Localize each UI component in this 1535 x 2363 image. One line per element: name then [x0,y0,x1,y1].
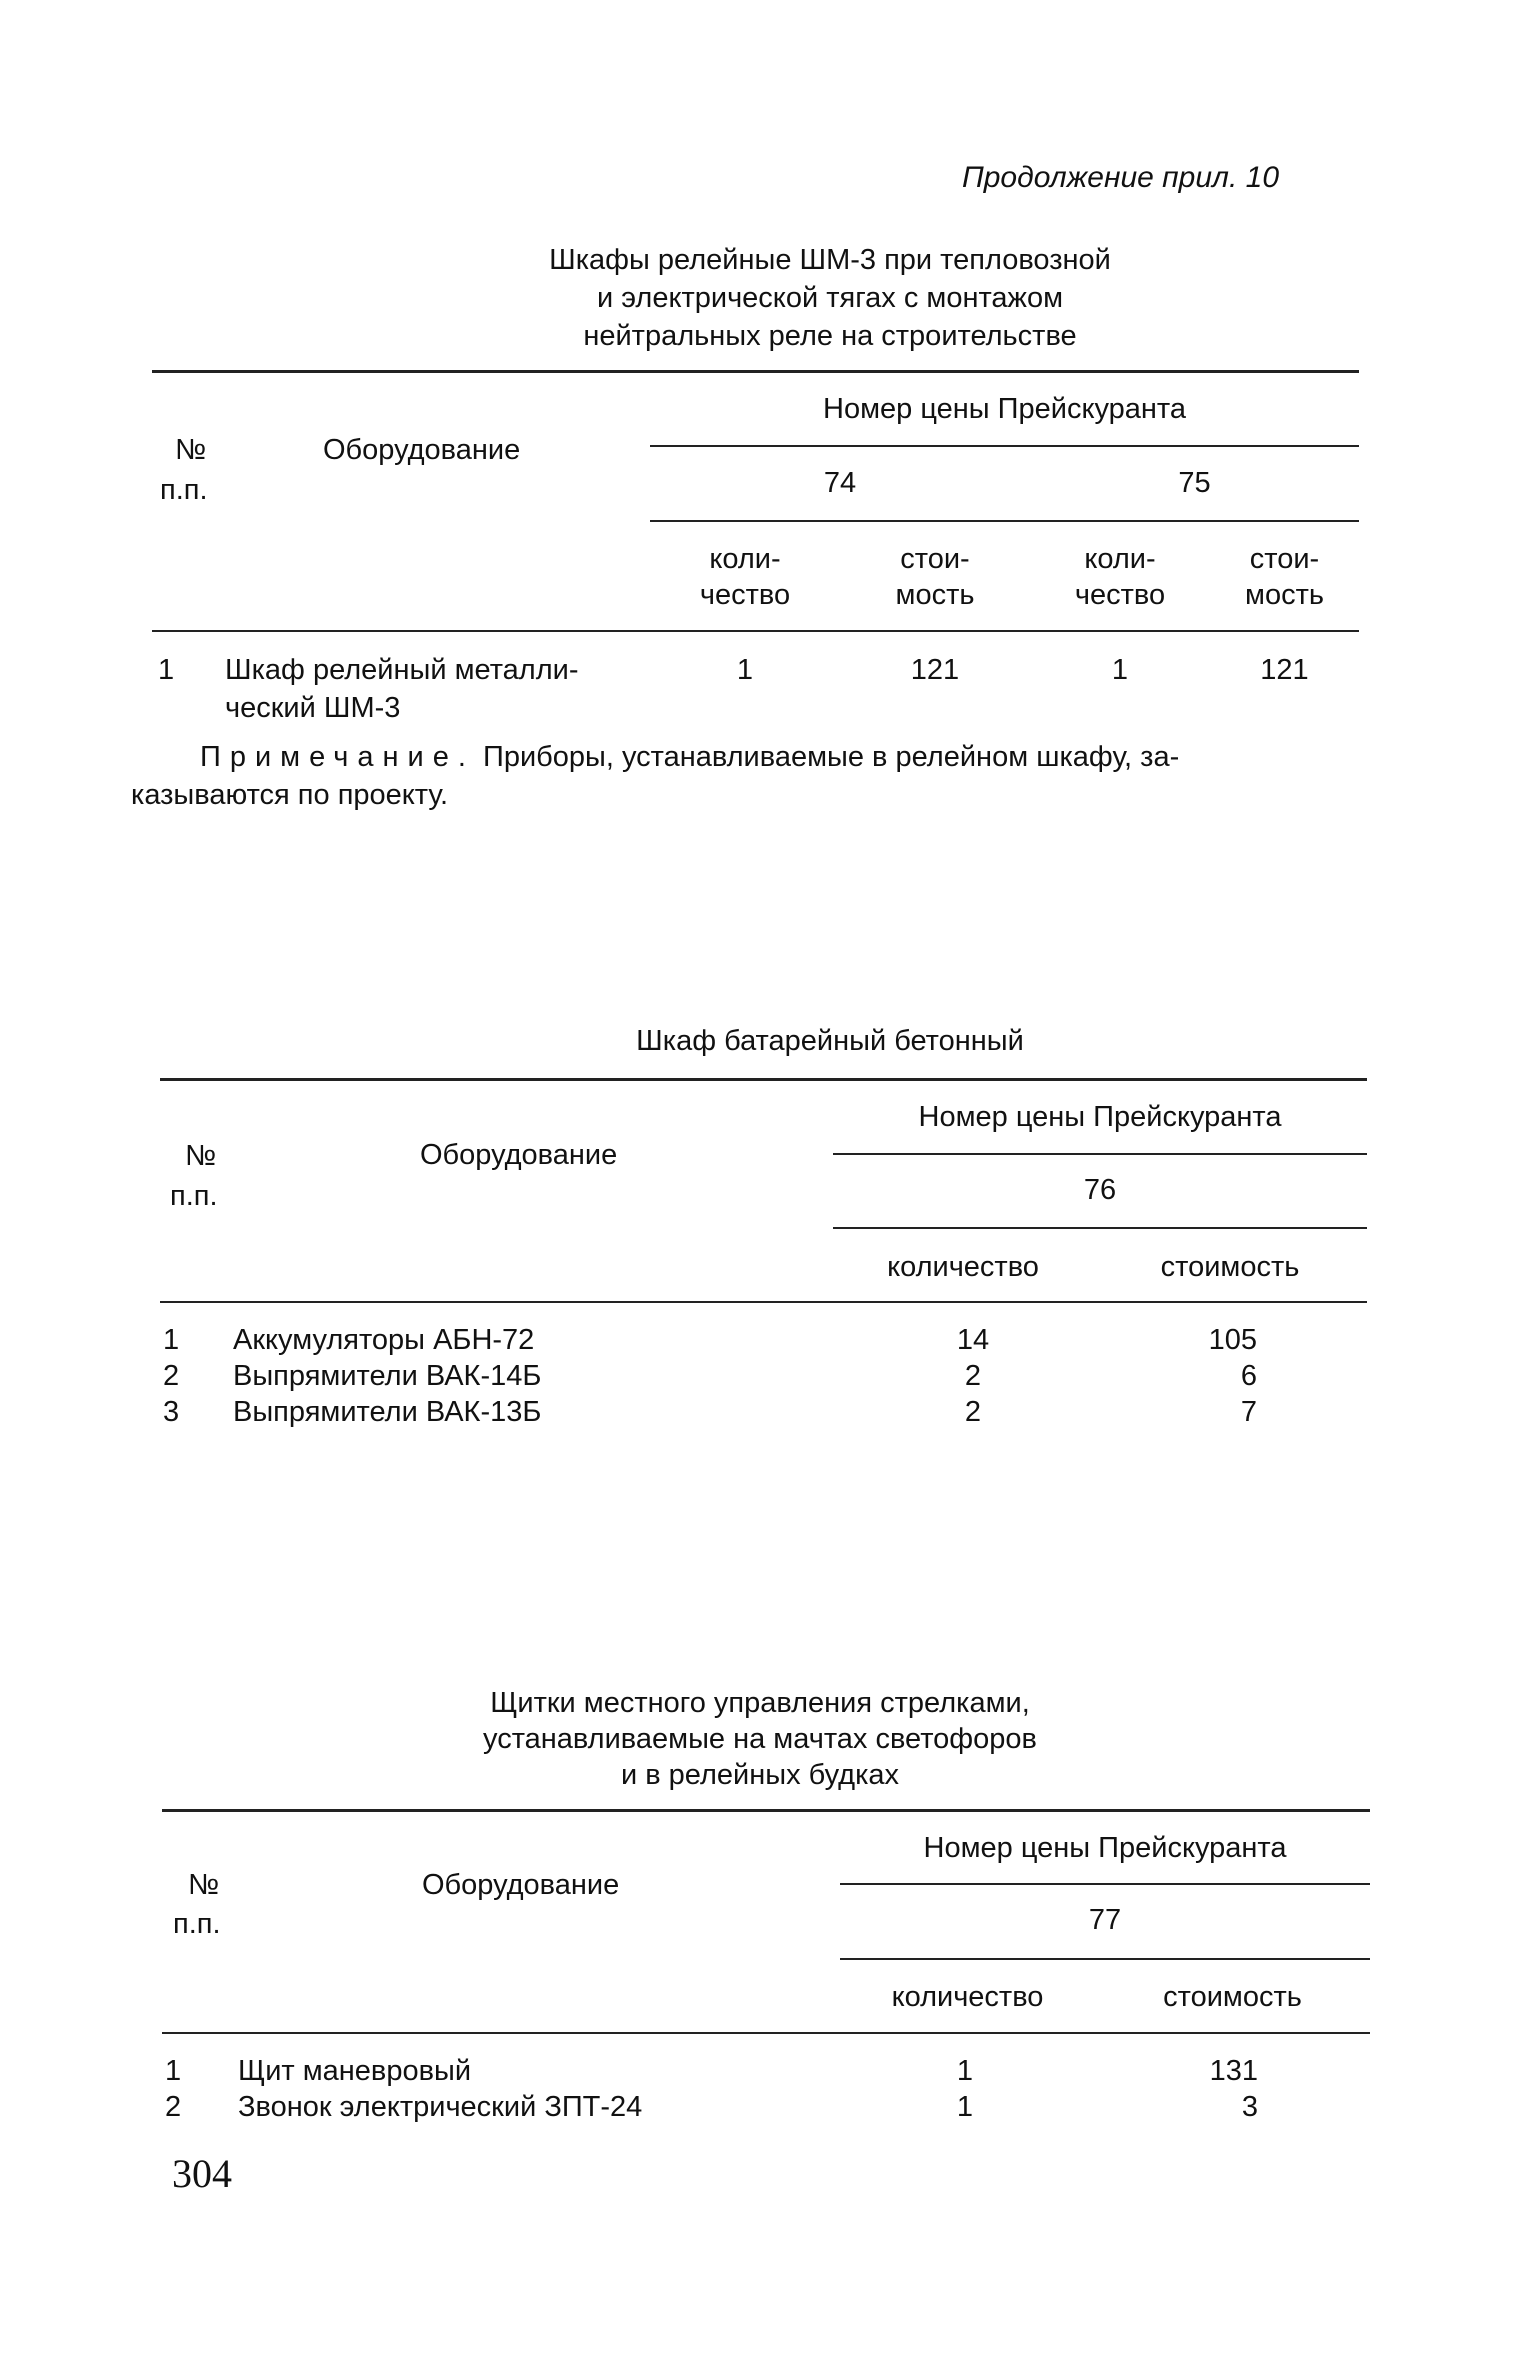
table2-col-equipment: Оборудование [420,1139,618,1171]
note-label: Примечание. [200,741,475,773]
row-name-line1: Шкаф релейный металли- [225,654,579,686]
table1-col-equipment: Оборудование [323,434,521,466]
table1-subheader-qty-2: коли- чество [1074,543,1166,611]
table1-price-number-74: 74 [823,467,857,499]
row-qty: 2 [964,1360,982,1392]
row-cost: 7 [1240,1396,1257,1428]
table1-col-no-line2: п.п. [160,474,208,506]
row-name: Выпрямители ВАК-14Б [233,1360,542,1392]
row-qty: 1 [956,2091,974,2123]
note-text: Приборы, устанавливаемые в релейном шкафу, за- [474,741,1180,773]
row-qty-75: 1 [1111,654,1129,686]
table1-price-number-75: 75 [1178,467,1211,499]
table1-title-line2: и электрической тягах с монтажом [596,282,1064,314]
row-name: Щит маневровый [238,2055,472,2087]
table3-title-line3: и в релейных будках [620,1759,900,1791]
row-name-line2: ческий ШМ-3 [225,692,401,724]
table1-title-line3: нейтральных реле на строительстве [583,320,1077,352]
table3-number-rule [840,1958,1370,1960]
row-cost-74: 121 [910,654,960,686]
table1-number-rule [650,520,1359,522]
table3-col-no-line2: п.п. [173,1908,221,1940]
row-number: 1 [158,654,175,686]
row-cost: 105 [1208,1324,1257,1356]
table2-top-rule [160,1078,1367,1081]
page-number: 304 [172,2151,232,2196]
table1-subheader-qty-1: коли- чество [699,543,791,611]
table2-col-no-line2: п.п. [170,1180,218,1212]
table2-header-bottom-rule [160,1301,1367,1303]
table3-header-bottom-rule [162,2032,1370,2034]
row-number: 2 [165,2091,182,2123]
row-name: Звонок электрический ЗПТ-24 [238,2091,643,2123]
table3-price-rule [840,1883,1370,1885]
table1-title-line1: Шкафы релейные ШМ-3 при тепловозной [549,244,1111,276]
table3-title-line1: Щитки местного управления стрелками, [490,1687,1030,1719]
table2-subheader-qty: количество [887,1251,1039,1283]
continuation-label: Продолжение прил. 10 [962,161,1280,194]
row-cost: 131 [1209,2055,1258,2087]
table1-col-no-line1: № [175,434,207,466]
row-number: 1 [165,2055,182,2087]
table3-col-no-line1: № [188,1869,220,1901]
table2-number-rule [833,1227,1367,1229]
table3-subheader-cost: стоимость [1163,1981,1302,2013]
table2-subheader-cost: стоимость [1160,1251,1300,1283]
row-qty: 14 [956,1324,990,1356]
table2-col-no-line1: № [185,1140,217,1172]
table1-top-rule [152,370,1359,373]
row-cost: 3 [1241,2091,1258,2123]
row-number: 3 [163,1396,180,1428]
table2-price-number: 76 [1083,1174,1117,1206]
table1-price-rule [650,445,1359,447]
table1-subheader-cost-1: стои- мость [895,543,975,611]
table1-subheader-cost-2: стои- мость [1245,543,1324,611]
table2-title: Шкаф батарейный бетонный [636,1025,1024,1057]
row-cost-75: 121 [1260,654,1309,686]
row-qty-74: 1 [736,654,754,686]
row-cost: 6 [1240,1360,1257,1392]
table3-price-number: 77 [1088,1904,1122,1936]
table3-col-equipment: Оборудование [422,1869,620,1901]
table2-price-rule [833,1153,1367,1155]
table1-header-bottom-rule [152,630,1359,632]
table3-title-line2: устанавливаемые на мачтах светофоров [483,1723,1037,1755]
row-number: 1 [163,1324,180,1356]
table3-price-header: Номер цены Прейскуранта [923,1832,1287,1864]
row-name: Аккумуляторы АБН-72 [233,1324,535,1356]
table1-price-header: Номер цены Прейскуранта [823,393,1186,425]
table1-note-line2: казываются по проекту. [131,779,449,811]
table2-price-header: Номер цены Прейскуранта [918,1101,1282,1133]
row-qty: 1 [956,2055,974,2087]
table3-top-rule [162,1809,1370,1812]
table1-note-line1 [200,739,1179,775]
row-name: Выпрямители ВАК-13Б [233,1396,542,1428]
row-number: 2 [163,1360,180,1392]
table3-subheader-qty: количество [891,1981,1044,2013]
row-qty: 2 [964,1396,982,1428]
